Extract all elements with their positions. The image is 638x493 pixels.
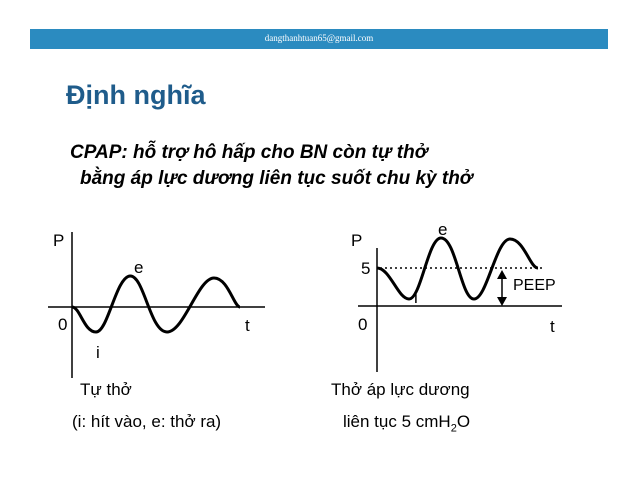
left-exhale-label: e xyxy=(134,258,144,277)
right-caption-prefix: liên tục 5 cmH xyxy=(343,412,451,431)
right-graph xyxy=(351,220,562,372)
right-y-label: P xyxy=(351,231,363,250)
definition-line-1: CPAP: hỗ trợ hô hấp cho BN còn tự thở xyxy=(70,142,428,163)
author-email: dangthanhtuan65@gmail.com xyxy=(264,33,374,43)
right-level-label: 5 xyxy=(361,259,371,278)
left-y-label: P xyxy=(53,231,65,250)
left-caption-line-2: (i: hít vào, e: thở ra) xyxy=(72,412,222,431)
right-caption-line-2 xyxy=(343,412,470,434)
left-caption-line-1: Tự thở xyxy=(80,380,132,399)
left-origin-label: 0 xyxy=(58,315,68,334)
peep-label: PEEP xyxy=(513,277,556,294)
right-caption-line-1: Thở áp lực dương xyxy=(331,380,470,399)
right-exhale-label: e xyxy=(438,220,448,239)
left-pressure-wave xyxy=(72,276,240,332)
left-x-label: t xyxy=(245,316,250,335)
left-inhale-label: i xyxy=(96,343,100,362)
right-caption-subscript: 2 xyxy=(450,422,457,435)
peep-arrow-head-up xyxy=(497,270,507,279)
left-graph xyxy=(48,231,265,378)
right-inhale-label: i xyxy=(414,288,418,307)
peep-arrow-head-down xyxy=(497,297,507,306)
definition-line-2: bằng áp lực dương liên tục suốt chu kỳ thở xyxy=(80,168,473,189)
right-caption-suffix: O xyxy=(456,412,471,431)
slide-title: Định nghĩa xyxy=(66,80,206,110)
right-x-label: t xyxy=(550,317,555,336)
right-origin-label: 0 xyxy=(358,315,368,334)
